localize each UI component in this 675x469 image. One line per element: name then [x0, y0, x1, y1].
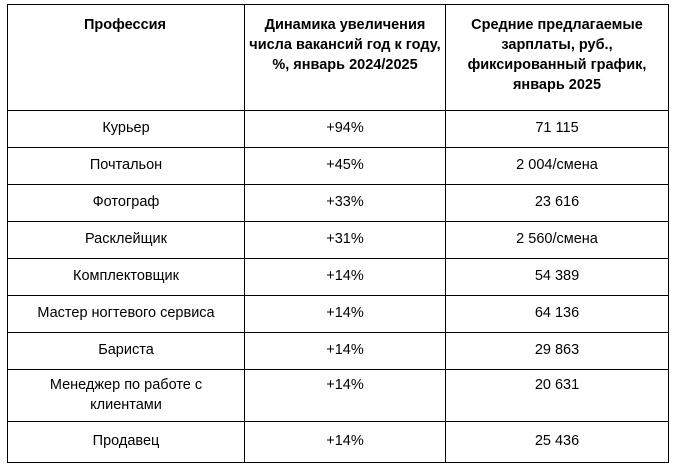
cell-growth: +14%	[245, 296, 446, 333]
cell-profession: Курьер	[8, 111, 245, 148]
header-average-salary: Средние предлагаемые зарплаты, руб., фиксированный график, январь 2025	[446, 5, 669, 111]
professions-table	[7, 4, 669, 463]
table-container	[7, 4, 669, 463]
table-row	[8, 148, 669, 185]
table-row	[8, 222, 669, 259]
cell-profession: Продавец	[8, 422, 245, 463]
table-row	[8, 422, 669, 463]
header-row	[8, 5, 669, 111]
cell-salary: 25 436	[446, 422, 669, 463]
cell-salary: 2 560/смена	[446, 222, 669, 259]
table-row	[8, 185, 669, 222]
cell-growth: +14%	[245, 370, 446, 422]
cell-salary: 71 115	[446, 111, 669, 148]
cell-growth: +94%	[245, 111, 446, 148]
cell-salary: 54 389	[446, 259, 669, 296]
header-profession: Профессия	[8, 5, 245, 111]
cell-growth: +45%	[245, 148, 446, 185]
cell-growth: +33%	[245, 185, 446, 222]
cell-profession: Почтальон	[8, 148, 245, 185]
cell-growth: +14%	[245, 422, 446, 463]
cell-profession: Бариста	[8, 333, 245, 370]
table-row	[8, 333, 669, 370]
header-vacancy-growth: Динамика увеличения числа вакансий год к году, %, январь 2024/2025	[245, 5, 446, 111]
cell-profession: Фотограф	[8, 185, 245, 222]
table-row	[8, 370, 669, 422]
cell-salary: 23 616	[446, 185, 669, 222]
cell-growth: +31%	[245, 222, 446, 259]
cell-salary: 20 631	[446, 370, 669, 422]
table-row	[8, 259, 669, 296]
cell-salary: 64 136	[446, 296, 669, 333]
cell-profession: Мастер ногтевого сервиса	[8, 296, 245, 333]
cell-salary: 29 863	[446, 333, 669, 370]
cell-profession: Расклейщик	[8, 222, 245, 259]
cell-salary: 2 004/смена	[446, 148, 669, 185]
table-row	[8, 296, 669, 333]
table-row	[8, 111, 669, 148]
cell-profession: Комплектовщик	[8, 259, 245, 296]
cell-growth: +14%	[245, 259, 446, 296]
cell-growth: +14%	[245, 333, 446, 370]
cell-profession: Менеджер по работе с клиентами	[8, 370, 245, 422]
